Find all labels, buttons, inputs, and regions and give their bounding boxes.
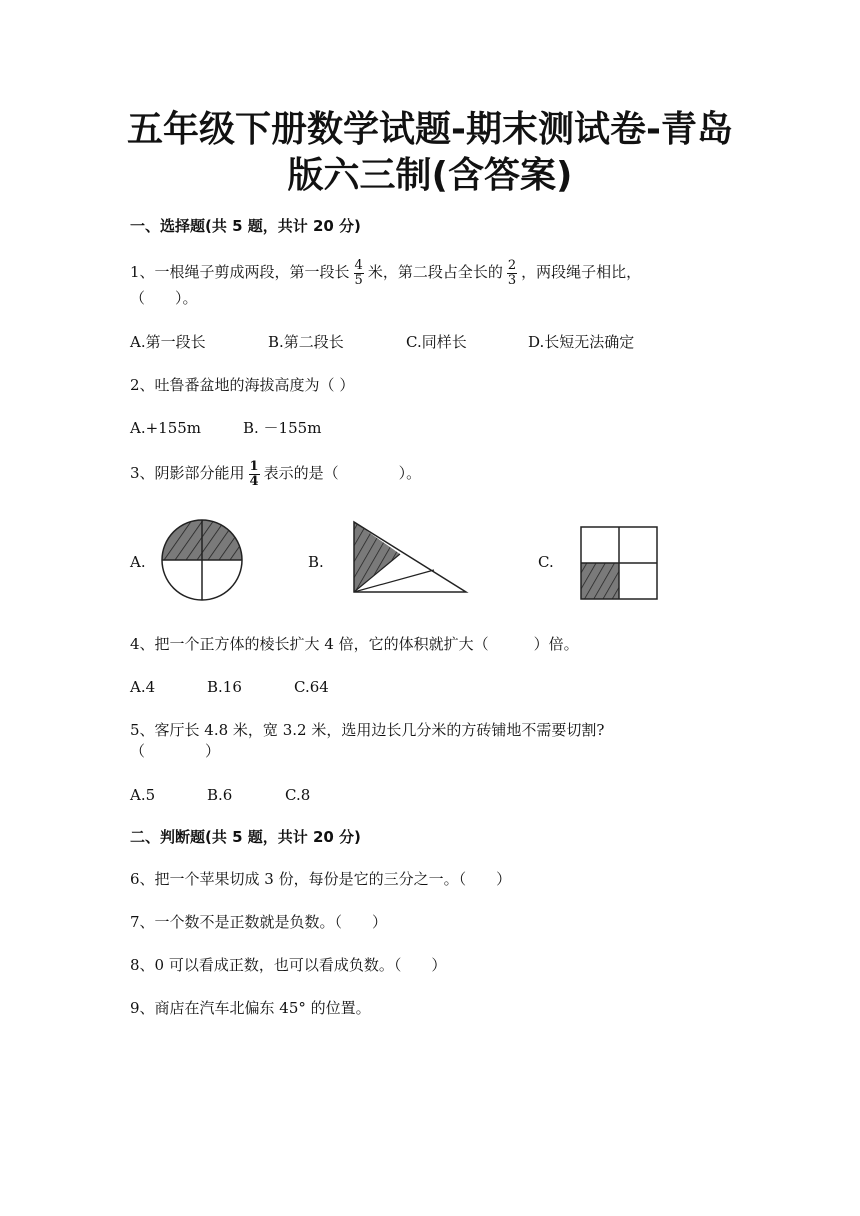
q1-option-c: C.同样长	[406, 333, 467, 351]
q5-option-b: B.6	[207, 786, 233, 804]
q2-option-a: A.+155m	[130, 419, 202, 437]
figure-square-grid-shaded	[580, 526, 658, 600]
section-heading-choice: 一、选择题(共 5 题，共计 20 分)	[130, 217, 361, 235]
doc-title-line-1: 五年级下册数学试题-期末测试卷-青岛	[127, 109, 733, 150]
q1-option-a: A.第一段长	[130, 333, 206, 351]
q1-option-d: D.长短无法确定	[528, 333, 635, 351]
section-heading-judgement: 二、判断题(共 5 题，共计 20 分)	[130, 828, 361, 846]
figure-circle-half-shaded	[160, 518, 244, 602]
question-3-suffix: 表示的是（ ）。	[263, 464, 422, 482]
question-7: 7、一个数不是正数就是负数。（ ）	[130, 913, 388, 931]
question-3-prefix: 3、阴影部分能用	[130, 464, 245, 482]
figure-triangle-shaded	[350, 520, 470, 594]
q5-option-c: C.8	[285, 786, 311, 804]
q4-option-b: B.16	[207, 678, 242, 696]
question-1-prefix: 1、一根绳子剪成两段，第一段长	[130, 263, 350, 281]
question-6: 6、把一个苹果切成 3 份，每份是它的三分之一。（ ）	[130, 870, 512, 888]
q3-label-b: B.	[308, 553, 324, 571]
q2-option-b: B. －155m	[243, 419, 322, 437]
question-3	[130, 458, 421, 489]
fraction-denominator: 4	[249, 473, 259, 489]
question-1-middle: 米，第二段占全长的	[367, 263, 503, 281]
question-8: 8、0 可以看成正数，也可以看成负数。（ ）	[130, 956, 447, 974]
question-5: 5、客厅长 4.8 米，宽 3.2 米，选用边长几分米的方砖铺地不需要切割?	[130, 721, 605, 739]
fraction-two-thirds	[507, 259, 517, 288]
fraction-numerator: 4	[354, 257, 363, 273]
doc-title-line-2: 版六三制(含答案)	[287, 155, 573, 196]
question-9: 9、商店在汽车北偏东 45° 的位置。	[130, 999, 371, 1017]
q4-option-c: C.64	[294, 678, 329, 696]
question-5-blank: （ ）	[130, 742, 221, 760]
question-4: 4、把一个正方体的棱长扩大 4 倍，它的体积就扩大（ ）倍。	[130, 635, 579, 653]
question-1-suffix: ，两段绳子相比，	[521, 263, 642, 281]
question-1-blank: （ ）。	[130, 289, 198, 307]
fraction-denominator: 3	[507, 272, 517, 288]
fraction-numerator: 2	[507, 257, 517, 273]
fraction-numerator: 1	[249, 458, 259, 474]
fraction-four-fifths	[354, 259, 364, 288]
fraction-denominator: 5	[354, 272, 363, 288]
q3-label-a: A.	[130, 553, 146, 571]
q1-option-b: B.第二段长	[268, 333, 344, 351]
question-1	[130, 258, 641, 288]
q4-option-a: A.4	[130, 678, 156, 696]
fraction-one-quarter	[249, 460, 260, 489]
question-2: 2、吐鲁番盆地的海拔高度为（ ）	[130, 376, 355, 394]
q3-label-c: C.	[538, 553, 554, 571]
q5-option-a: A.5	[130, 786, 156, 804]
